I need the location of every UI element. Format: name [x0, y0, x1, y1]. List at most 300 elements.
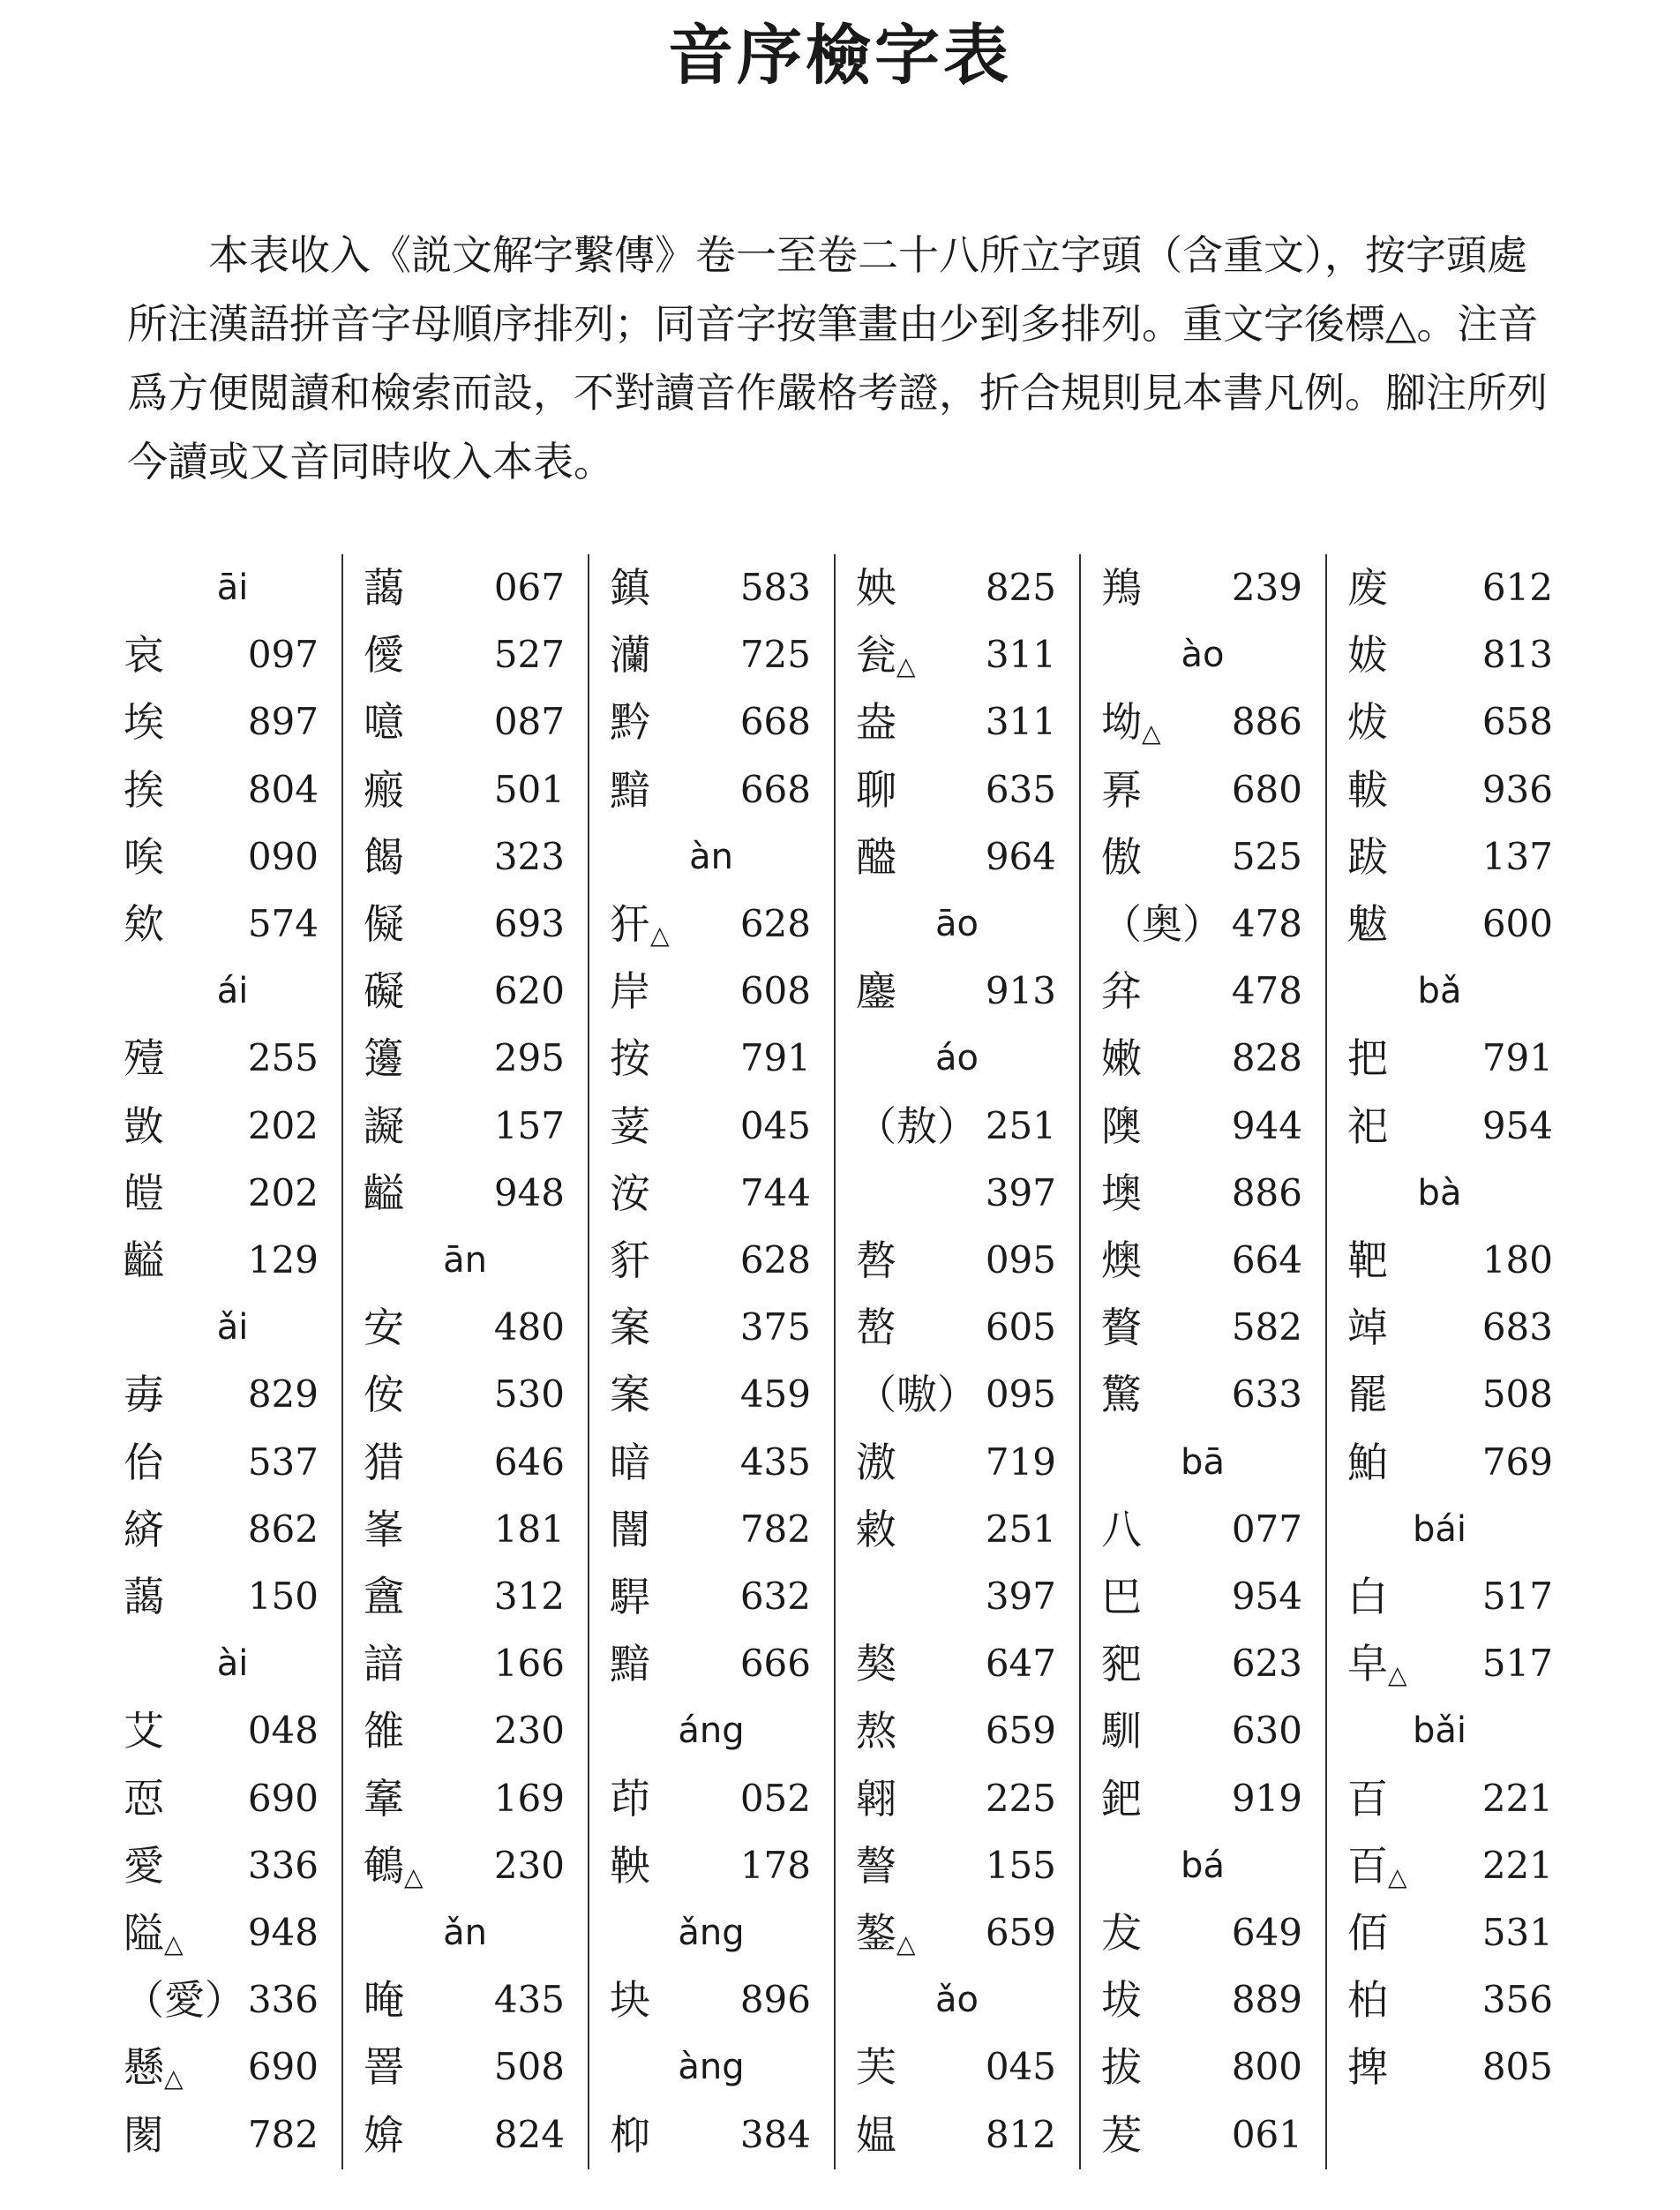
- entry-page-number: 155: [985, 1843, 1056, 1887]
- index-entry: [342, 958, 588, 1025]
- index-entry: [124, 2101, 341, 2169]
- entry-character-text: 黯: [610, 765, 650, 814]
- entry-character-text: 軷: [1347, 765, 1388, 814]
- entry-character: [364, 1570, 404, 1623]
- pinyin-label: āo: [935, 904, 979, 944]
- index-entry: [1080, 554, 1325, 621]
- entry-character-text: 拔: [1101, 2043, 1142, 2092]
- index-entry: [835, 1160, 1079, 1227]
- index-entry: [1080, 1630, 1325, 1697]
- entry-page-number: 230: [493, 1709, 565, 1753]
- index-entry: [835, 1630, 1079, 1697]
- entry-character-text: 百: [1347, 1841, 1388, 1890]
- entry-page-number: 632: [739, 1575, 811, 1618]
- entry-character: [1347, 561, 1388, 614]
- entry-character: [610, 898, 670, 962]
- entry-character: [1347, 1570, 1388, 1623]
- entry-character: [610, 1167, 650, 1220]
- pinyin-heading: [1080, 621, 1325, 688]
- entry-character: [610, 628, 650, 681]
- index-entry: [589, 1496, 834, 1563]
- entry-character: [610, 1973, 650, 2026]
- variant-mark-icon: △: [1388, 1861, 1407, 1891]
- entry-page-number: 336: [247, 1978, 319, 2022]
- pinyin-heading: [1326, 1160, 1553, 1227]
- entry-page-number: 478: [1231, 969, 1302, 1013]
- entry-page-number: 397: [985, 1170, 1056, 1214]
- entry-page-number: 605: [985, 1305, 1056, 1349]
- entry-character-text: 噫: [364, 698, 404, 747]
- variant-mark-icon: △: [1142, 718, 1161, 748]
- entry-page-number: 459: [739, 1372, 811, 1417]
- entry-character-text: 峯: [364, 1505, 404, 1553]
- entry-character: [1347, 2041, 1388, 2093]
- entry-character-text: 姎: [856, 564, 896, 612]
- entry-character-text: 翶: [856, 1774, 896, 1823]
- index-entry: [835, 621, 1079, 688]
- entry-character: [364, 2041, 404, 2093]
- index-entry: [1326, 621, 1553, 688]
- variant-mark-icon: △: [164, 2063, 184, 2093]
- entry-character: [1101, 1301, 1142, 1354]
- entry-character-text: 鞅: [610, 1841, 650, 1890]
- entry-page-number: 719: [985, 1440, 1056, 1484]
- entry-character: [856, 2041, 896, 2093]
- entry-character-text: 豻: [610, 1237, 650, 1284]
- pinyin-heading: [1326, 1496, 1553, 1563]
- entry-character: [856, 1704, 896, 1757]
- entry-character-text: 雒: [364, 1707, 404, 1755]
- entry-character-text: 傲: [1101, 832, 1142, 881]
- entry-character-text: 隘: [124, 1909, 164, 1957]
- pinyin-label: ǎi: [216, 1307, 249, 1349]
- entry-page-number: 680: [1231, 767, 1302, 811]
- entry-page-number: 954: [1231, 1575, 1302, 1618]
- index-entry: [124, 891, 341, 958]
- pinyin-label: bā: [1181, 1441, 1225, 1483]
- index-entry: [835, 1765, 1079, 1832]
- entry-page-number: 623: [1231, 1642, 1302, 1686]
- pinyin-label: bá: [1181, 1845, 1225, 1886]
- entry-character: [856, 1436, 896, 1489]
- entry-character-text: 妭: [1347, 631, 1388, 680]
- entry-page-number: 202: [247, 1170, 319, 1214]
- index-column: [1326, 554, 1553, 2169]
- entry-character: [364, 965, 404, 1018]
- index-entry: [589, 1630, 834, 1697]
- index-entry: [1326, 1966, 1553, 2033]
- entry-character-text: 奡: [1101, 765, 1142, 814]
- entry-character: [856, 1234, 896, 1287]
- entry-character: [856, 1906, 916, 1971]
- index-entry: [124, 688, 341, 755]
- entry-character-text: 諳: [364, 1640, 404, 1688]
- entry-character-text: 獒: [856, 1640, 896, 1688]
- entry-page-number: 478: [1231, 902, 1302, 945]
- entry-character: [124, 1906, 184, 1971]
- pinyin-label: àn: [689, 836, 733, 877]
- entry-page-number: 129: [247, 1238, 319, 1282]
- entry-character: [1101, 1368, 1142, 1421]
- entry-page-number: 137: [1481, 834, 1553, 878]
- entry-page-number: 087: [493, 700, 565, 744]
- index-table: [124, 554, 1553, 2169]
- entry-page-number: 508: [1481, 1372, 1553, 1417]
- entry-page-number: 077: [1231, 1507, 1302, 1551]
- entry-page-number: 690: [247, 2045, 319, 2089]
- entry-page-number: 646: [493, 1440, 565, 1484]
- entry-character: [124, 695, 164, 748]
- entry-character-text: 百: [1347, 1774, 1388, 1823]
- entry-character: [610, 1100, 650, 1153]
- entry-character: [610, 1032, 650, 1085]
- index-entry: [589, 1294, 834, 1361]
- entry-page-number: 805: [1481, 2045, 1553, 2089]
- entry-page-number: 061: [1231, 2112, 1302, 2156]
- entry-page-number: 045: [739, 1103, 811, 1147]
- entry-character-text: （愛）: [124, 1976, 245, 2025]
- index-entry: [342, 1496, 588, 1563]
- entry-page-number: 583: [739, 566, 811, 609]
- index-entry: [124, 2033, 341, 2101]
- entry-character-text: 晻: [364, 1976, 404, 2025]
- entry-character: [364, 1973, 404, 2026]
- index-entry: [1080, 1496, 1325, 1563]
- entry-character: [1347, 1032, 1388, 1085]
- entry-character-text: 恧: [124, 1774, 164, 1823]
- index-entry: [1326, 554, 1553, 621]
- entry-character: [364, 898, 404, 951]
- entry-page-number: 658: [1481, 700, 1553, 744]
- entry-character-text: 緕: [124, 1505, 164, 1553]
- entry-character-text: 僾: [364, 631, 404, 680]
- entry-character: [1101, 1704, 1142, 1757]
- entry-character-text: 瘢: [364, 765, 404, 814]
- entry-page-number: 948: [493, 1170, 565, 1214]
- index-entry: [1080, 958, 1325, 1025]
- entry-page-number: 608: [739, 969, 811, 1013]
- entry-character: [364, 1368, 404, 1421]
- entry-character: [364, 1032, 404, 1085]
- index-entry: [589, 958, 834, 1025]
- entry-page-number: 251: [985, 1507, 1056, 1551]
- entry-page-number: 180: [1481, 1238, 1553, 1282]
- index-entry: [1326, 891, 1553, 958]
- index-entry: [124, 1697, 341, 1764]
- variant-mark-icon: △: [164, 1929, 184, 1958]
- entry-character-text: 嫩: [1101, 1034, 1142, 1083]
- pinyin-heading: [589, 1899, 834, 1966]
- entry-character-text: 熬: [856, 1707, 896, 1755]
- entry-page-number: 480: [493, 1305, 565, 1349]
- entry-character: [1101, 1167, 1142, 1220]
- entry-character: [124, 898, 164, 951]
- entry-character-text: 按: [610, 1034, 650, 1083]
- entry-character: [1347, 1436, 1388, 1489]
- entry-page-number: 517: [1481, 1642, 1553, 1686]
- entry-character-text: 醠: [856, 832, 896, 881]
- entry-character-text: 岸: [610, 967, 650, 1016]
- entry-page-number: 221: [1481, 1776, 1553, 1820]
- entry-page-number: 782: [247, 2112, 319, 2156]
- entry-page-number: 791: [739, 1036, 811, 1080]
- index-entry: [1080, 891, 1325, 958]
- index-entry: [1326, 1361, 1553, 1428]
- index-entry: [1080, 1160, 1325, 1227]
- index-entry: [124, 823, 341, 891]
- index-entry: [1080, 2101, 1325, 2169]
- index-entry: [835, 1496, 1079, 1563]
- entry-page-number: 202: [247, 1103, 319, 1147]
- entry-character-text: 墺: [1101, 1169, 1142, 1217]
- index-entry: [342, 1563, 588, 1630]
- entry-page-number: 800: [1231, 2045, 1302, 2089]
- pinyin-label: bái: [1412, 1508, 1466, 1550]
- entry-character-text: 坺: [1101, 1976, 1142, 2025]
- entry-page-number: 600: [1481, 902, 1553, 945]
- entry-page-number: 311: [985, 633, 1056, 677]
- entry-page-number: 919: [1231, 1776, 1302, 1820]
- entry-character: [1347, 1637, 1407, 1702]
- entry-character-text: 芙: [856, 2043, 896, 2092]
- entry-page-number: 090: [247, 834, 319, 878]
- index-entry: [124, 1832, 341, 1899]
- entry-page-number: 336: [247, 1843, 319, 1887]
- index-entry: [589, 688, 834, 755]
- index-entry: [1326, 1294, 1553, 1361]
- entry-character-text: 茇: [1101, 2110, 1142, 2159]
- entry-page-number: 178: [739, 1843, 811, 1887]
- entry-page-number: 517: [1481, 1575, 1553, 1618]
- entry-page-number: 295: [493, 1036, 565, 1080]
- entry-character: [856, 1637, 896, 1690]
- pinyin-heading: [835, 1025, 1079, 1092]
- entry-page-number: 633: [1231, 1372, 1302, 1417]
- entry-character-text: 暗: [610, 1438, 650, 1486]
- entry-character-text: 餲: [364, 832, 404, 881]
- entry-character: [1347, 1100, 1388, 1153]
- entry-character: [364, 1704, 404, 1757]
- entry-character: [610, 1436, 650, 1489]
- pinyin-heading: [124, 958, 341, 1025]
- entry-character-text: 驚: [1101, 1371, 1142, 1419]
- entry-page-number: 397: [985, 1575, 1056, 1618]
- index-entry: [1080, 1563, 1325, 1630]
- entry-character-text: 白: [1347, 1573, 1388, 1620]
- index-entry: [342, 1697, 588, 1764]
- index-entry: [342, 2033, 588, 2101]
- entry-character: [124, 1570, 164, 1623]
- entry-page-number: 668: [739, 700, 811, 744]
- entry-page-number: 954: [1481, 1103, 1553, 1147]
- entry-character: [1347, 1301, 1388, 1354]
- entry-character: [124, 1704, 164, 1757]
- index-entry: [342, 554, 588, 621]
- entry-character-text: 盎: [856, 698, 896, 747]
- entry-character-text: 鏖: [856, 967, 896, 1016]
- index-entry: [124, 1361, 341, 1428]
- entry-character-text: 敳: [124, 1101, 164, 1150]
- entry-character: [856, 561, 896, 614]
- entry-page-number: 964: [985, 834, 1056, 878]
- index-entry: [342, 1294, 588, 1361]
- index-entry: [835, 1227, 1079, 1294]
- entry-page-number: 530: [493, 1372, 565, 1417]
- index-entry: [124, 1160, 341, 1227]
- entry-character-text: 罯: [364, 2043, 404, 2092]
- entry-character: [610, 561, 650, 614]
- index-entry: [342, 1093, 588, 1160]
- index-entry: [124, 1966, 341, 2033]
- entry-character: [856, 1839, 896, 1892]
- entry-character: [364, 1637, 404, 1690]
- pinyin-heading: [342, 1227, 588, 1294]
- intro-text: 本表收入《説文解字繫傳》卷一至卷二十八所立字頭（含重文），按字頭處所注漢語拼音字母順序排列；同音字按筆畫由少到多排列。重文字後標△。注音爲方便閲讀和檢索而設，不對讀音作嚴格考證，折合規則見本書凡例。腳注所列今讀或又音同時收入本表。: [127, 231, 1548, 485]
- entry-character: [610, 1503, 650, 1556]
- entry-character: [1101, 965, 1142, 1018]
- index-entry: [342, 688, 588, 755]
- entry-character-text: 閡: [124, 2110, 164, 2159]
- entry-page-number: 862: [247, 1507, 319, 1551]
- pinyin-heading: [835, 1966, 1079, 2033]
- entry-character-text: 鵪: [364, 1841, 404, 1890]
- index-column: [124, 554, 343, 2169]
- entry-page-number: 501: [493, 767, 565, 811]
- index-entry: [124, 1765, 341, 1832]
- entry-character-text: 隩: [1101, 1101, 1142, 1150]
- entry-character-text: 靶: [1347, 1237, 1388, 1284]
- entry-character-text: 皁: [1347, 1640, 1388, 1688]
- entry-page-number: 323: [493, 834, 565, 878]
- entry-character: [856, 1503, 896, 1556]
- index-entry: [835, 1697, 1079, 1764]
- entry-page-number: 828: [1231, 1036, 1302, 1080]
- entry-page-number: 666: [739, 1642, 811, 1686]
- index-entry: [835, 958, 1079, 1025]
- index-entry: [835, 1429, 1079, 1496]
- index-entry: [589, 621, 834, 688]
- entry-character: [124, 1032, 164, 1085]
- entry-character: [124, 763, 164, 816]
- pinyin-label: bǎi: [1412, 1710, 1466, 1752]
- entry-page-number: 829: [247, 1372, 319, 1417]
- index-entry: [835, 2101, 1079, 2169]
- pinyin-heading: [124, 1630, 341, 1697]
- entry-page-number: 897: [247, 700, 319, 744]
- entry-character: [1101, 1906, 1142, 1959]
- entry-page-number: 628: [739, 902, 811, 945]
- index-entry: [589, 1832, 834, 1899]
- entry-character: [1101, 695, 1161, 760]
- index-entry: [342, 1630, 588, 1697]
- entry-character-text: 侒: [364, 1371, 404, 1419]
- entry-character: [610, 1301, 650, 1354]
- entry-character-text: 鈀: [1101, 1774, 1142, 1823]
- entry-page-number: 531: [1481, 1911, 1553, 1954]
- entry-character-text: 安: [364, 1304, 404, 1352]
- index-entry: [1080, 1765, 1325, 1832]
- entry-page-number: 824: [493, 2112, 565, 2156]
- entry-page-number: 537: [247, 1440, 319, 1484]
- entry-character-text: 佁: [124, 1438, 164, 1486]
- entry-page-number: 804: [247, 767, 319, 811]
- entry-character: [124, 1436, 164, 1489]
- index-entry: [589, 1765, 834, 1832]
- index-entry: [589, 2101, 834, 2169]
- entry-page-number: 948: [247, 1911, 319, 1954]
- entry-character-text: 弅: [1101, 967, 1142, 1016]
- index-entry: [1080, 1227, 1325, 1294]
- entry-character: [364, 1436, 404, 1489]
- entry-page-number: 635: [985, 767, 1056, 811]
- entry-character-text: 毐: [124, 1371, 164, 1419]
- entry-character-text: 儗: [364, 900, 404, 948]
- index-entry: [342, 1966, 588, 2033]
- pinyin-label: ǎo: [935, 1980, 979, 2021]
- entry-page-number: 812: [985, 2112, 1056, 2156]
- entry-page-number: 384: [739, 2112, 811, 2156]
- entry-character-text: 燠: [1101, 1237, 1142, 1284]
- entry-page-number: 782: [739, 1507, 811, 1551]
- index-entry: [835, 1294, 1079, 1361]
- entry-page-number: 435: [739, 1440, 811, 1484]
- entry-page-number: 944: [1231, 1103, 1302, 1147]
- entry-page-number: 045: [985, 2045, 1056, 2089]
- entry-character: [1347, 1906, 1388, 1959]
- entry-character: [1347, 1368, 1388, 1421]
- index-entry: [835, 2033, 1079, 2101]
- index-entry: [589, 1160, 834, 1227]
- entry-character-text: 茚: [610, 1774, 650, 1823]
- entry-character-text: 废: [1347, 564, 1388, 612]
- entry-character-text: 埃: [124, 698, 164, 747]
- entry-character: [856, 628, 916, 693]
- pinyin-heading: [1080, 1832, 1325, 1899]
- entry-character: [610, 695, 650, 748]
- entry-character: [364, 1503, 404, 1556]
- entry-character-text: 罷: [1347, 1371, 1388, 1419]
- entry-character-text: 祀: [1347, 1101, 1388, 1150]
- index-entry: [1326, 1563, 1553, 1630]
- entry-character: [124, 1167, 164, 1220]
- entry-page-number: 725: [739, 633, 811, 677]
- entry-character: [124, 1839, 164, 1892]
- variant-mark-icon: △: [650, 921, 670, 950]
- entry-character-text: 案: [610, 1371, 650, 1419]
- entry-character: [124, 1234, 164, 1287]
- pinyin-heading: [1326, 1697, 1553, 1764]
- entry-character-text: 齸: [124, 1237, 164, 1284]
- entry-character: [856, 1772, 896, 1825]
- entry-page-number: 649: [1231, 1911, 1302, 1954]
- index-column: [1080, 554, 1327, 2169]
- entry-character: [856, 965, 896, 1018]
- entry-character-text: 柏: [1347, 1976, 1388, 2025]
- entry-page-number: 251: [985, 1103, 1056, 1147]
- entry-page-number: 744: [739, 1170, 811, 1214]
- pinyin-heading: [589, 1697, 834, 1764]
- index-entry: [124, 1093, 341, 1160]
- entry-character: [1347, 831, 1388, 883]
- index-entry: [589, 1093, 834, 1160]
- pinyin-label: àng: [678, 2047, 745, 2088]
- entry-character-text: 八: [1101, 1505, 1142, 1553]
- entry-character-text: 把: [1347, 1034, 1388, 1083]
- entry-character: [1347, 1839, 1407, 1904]
- entry-page-number: 659: [985, 1911, 1056, 1954]
- entry-page-number: 095: [985, 1372, 1056, 1417]
- entry-page-number: 508: [493, 2045, 565, 2089]
